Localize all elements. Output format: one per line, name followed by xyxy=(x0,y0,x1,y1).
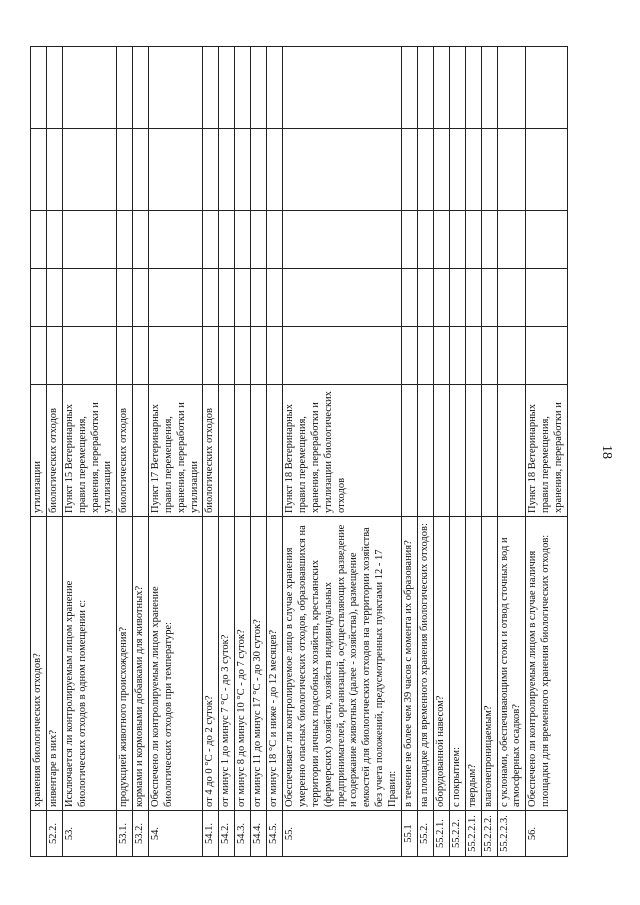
answer-cell xyxy=(449,269,465,327)
legal-reference xyxy=(449,385,465,517)
legal-reference xyxy=(417,385,433,517)
answer-cell xyxy=(417,47,433,129)
legal-reference xyxy=(235,385,251,517)
answer-cell xyxy=(31,269,47,327)
question-text: продукцией животного происхождения? xyxy=(117,517,133,811)
question-text: инвентаре в них? xyxy=(47,517,63,811)
answer-cell xyxy=(433,269,449,327)
question-text: Исключается ли контролируемым лицом хранение биологических отходов в одном помещении с: xyxy=(63,517,117,811)
question-text: от 4 до 0 °С - до 2 суток? xyxy=(203,517,219,811)
answer-cell xyxy=(31,327,47,385)
legal-reference xyxy=(465,385,481,517)
legal-reference xyxy=(401,385,417,517)
legal-reference: Пункт 18 Ветеринарных правил перемещения, хранения, переработки и xyxy=(526,385,567,517)
table-row xyxy=(63,47,117,857)
answer-cell xyxy=(219,47,235,129)
question-text: в течение не более чем 39 часов с момента их образования? xyxy=(401,517,417,811)
answer-cell xyxy=(481,129,497,211)
answer-cell xyxy=(283,269,401,327)
answer-cell xyxy=(149,211,203,269)
row-number: 55.2.1. xyxy=(433,811,449,857)
answer-cell xyxy=(433,211,449,269)
answer-cell xyxy=(526,129,567,211)
answer-cell xyxy=(149,129,203,211)
answer-cell xyxy=(235,327,251,385)
answer-cell xyxy=(133,129,149,211)
legal-reference: утилизации xyxy=(31,385,47,517)
row-number: 55.2.2.2. xyxy=(481,811,497,857)
answer-cell xyxy=(433,327,449,385)
answer-cell xyxy=(203,327,219,385)
table-row xyxy=(497,47,526,857)
row-number: 55.2.2.1. xyxy=(465,811,481,857)
answer-cell xyxy=(526,211,567,269)
answer-cell xyxy=(283,211,401,269)
answer-cell xyxy=(149,327,203,385)
question-text: твердым? xyxy=(465,517,481,811)
table-row xyxy=(449,47,465,857)
row-number: 55.2. xyxy=(417,811,433,857)
answer-cell xyxy=(481,327,497,385)
question-text: влагонепроницаемым? xyxy=(481,517,497,811)
question-text: Обеспечено ли контролируемым лицом в случае наличия площадки для временного хранения биологических отходов: xyxy=(526,517,567,811)
answer-cell xyxy=(497,211,526,269)
legal-reference xyxy=(497,385,526,517)
answer-cell xyxy=(267,47,283,129)
question-text: Обеспечивает ли контролируемое лицо в случае хранения умеренно опасных биологических отходов, образовавшихся на территории личных подсобных хозяйств, крестьянских (фермерских) хозяйств, хозяйств индивидуальных предпринимателей, организаций, осуществляющих разведение и содержание животных (далее - хозяйства), размещение емкостей для биологических отходов на территории хозяйства без учета положений, предусмотренных пунктами 12 - 17 Правил: xyxy=(283,517,401,811)
answer-cell xyxy=(31,211,47,269)
answer-cell xyxy=(47,129,63,211)
question-text: с уклонами, обеспечивающими стоки и отвод сточных вод и атмосферных осадков? xyxy=(497,517,526,811)
legal-reference: Пункт 15 Ветеринарных правил перемещения, хранения, переработки и утилизации xyxy=(63,385,117,517)
answer-cell xyxy=(267,269,283,327)
answer-cell xyxy=(235,211,251,269)
answer-cell xyxy=(235,47,251,129)
table-row xyxy=(117,47,133,857)
answer-cell xyxy=(417,129,433,211)
answer-cell xyxy=(117,47,133,129)
answer-cell xyxy=(203,211,219,269)
answer-cell xyxy=(251,129,267,211)
answer-cell xyxy=(481,47,497,129)
answer-cell xyxy=(133,47,149,129)
answer-cell xyxy=(219,327,235,385)
table-row xyxy=(31,47,47,857)
table-row xyxy=(149,47,203,857)
row-number: 53. xyxy=(63,811,117,857)
answer-cell xyxy=(117,269,133,327)
row-number: 56. xyxy=(526,811,567,857)
answer-cell xyxy=(47,47,63,129)
answer-cell xyxy=(283,129,401,211)
table-row xyxy=(417,47,433,857)
table-row xyxy=(465,47,481,857)
answer-cell xyxy=(47,327,63,385)
row-number: 55.1 xyxy=(401,811,417,857)
answer-cell xyxy=(417,327,433,385)
table-row xyxy=(133,47,149,857)
row-number: 54.1. xyxy=(203,811,219,857)
answer-cell xyxy=(63,211,117,269)
answer-cell xyxy=(465,47,481,129)
answer-cell xyxy=(149,269,203,327)
answer-cell xyxy=(465,211,481,269)
table-row xyxy=(267,47,283,857)
answer-cell xyxy=(117,129,133,211)
row-number: 54.4. xyxy=(251,811,267,857)
question-text: от минус 11 до минус 17 °С - до 30 суток? xyxy=(251,517,267,811)
answer-cell xyxy=(63,327,117,385)
question-text: от минус 1 до минус 7 °С - до 3 суток? xyxy=(219,517,235,811)
answer-cell xyxy=(117,327,133,385)
row-number: 54. xyxy=(149,811,203,857)
answer-cell xyxy=(526,269,567,327)
answer-cell xyxy=(133,269,149,327)
answer-cell xyxy=(63,129,117,211)
row-number: 55. xyxy=(283,811,401,857)
answer-cell xyxy=(526,327,567,385)
table-row xyxy=(526,47,567,857)
answer-cell xyxy=(497,269,526,327)
checklist-table-rotated xyxy=(30,47,610,857)
table-row xyxy=(251,47,267,857)
legal-reference xyxy=(267,385,283,517)
answer-cell xyxy=(267,327,283,385)
answer-cell xyxy=(47,211,63,269)
answer-cell xyxy=(497,129,526,211)
legal-reference xyxy=(219,385,235,517)
table-row xyxy=(401,47,417,857)
question-text: с покрытием: xyxy=(449,517,465,811)
table-row xyxy=(283,47,401,857)
legal-reference xyxy=(481,385,497,517)
answer-cell xyxy=(401,129,417,211)
answer-cell xyxy=(481,211,497,269)
table-row xyxy=(481,47,497,857)
answer-cell xyxy=(433,129,449,211)
answer-cell xyxy=(251,211,267,269)
answer-cell xyxy=(117,211,133,269)
row-number xyxy=(31,811,47,857)
answer-cell xyxy=(449,129,465,211)
answer-cell xyxy=(417,211,433,269)
answer-cell xyxy=(449,211,465,269)
question-text: от минус 18 °С и ниже - до 12 месяцев? xyxy=(267,517,283,811)
answer-cell xyxy=(526,47,567,129)
legal-reference: биологических отходов xyxy=(203,385,219,517)
answer-cell xyxy=(219,211,235,269)
row-number: 55.2.2. xyxy=(449,811,465,857)
answer-cell xyxy=(267,129,283,211)
checklist-table xyxy=(30,46,568,857)
answer-cell xyxy=(433,47,449,129)
row-number: 53.1. xyxy=(117,811,133,857)
answer-cell xyxy=(235,129,251,211)
legal-reference xyxy=(133,385,149,517)
row-number: 55.2.2.3. xyxy=(497,811,526,857)
table-row xyxy=(235,47,251,857)
answer-cell xyxy=(219,269,235,327)
row-number: 53.2. xyxy=(133,811,149,857)
answer-cell xyxy=(203,47,219,129)
question-text: Обеспечено ли контролируемым лицом хранение биологических отходов при температуре: xyxy=(149,517,203,811)
row-number: 54.2. xyxy=(219,811,235,857)
answer-cell xyxy=(31,47,47,129)
legal-reference: Пункт 17 Ветеринарных правил перемещения, хранения, переработки и утилизации xyxy=(149,385,203,517)
question-text: оборудованной навесом? xyxy=(433,517,449,811)
answer-cell xyxy=(31,129,47,211)
legal-reference: биологических отходов xyxy=(117,385,133,517)
answer-cell xyxy=(133,327,149,385)
question-text: хранения биологических отходов? xyxy=(31,517,47,811)
answer-cell xyxy=(449,47,465,129)
answer-cell xyxy=(251,327,267,385)
answer-cell xyxy=(465,269,481,327)
answer-cell xyxy=(267,211,283,269)
row-number: 52.2. xyxy=(47,811,63,857)
page-number: 18 xyxy=(599,445,614,459)
answer-cell xyxy=(133,211,149,269)
answer-cell xyxy=(283,47,401,129)
answer-cell xyxy=(497,47,526,129)
legal-reference: биологических отходов xyxy=(47,385,63,517)
question-text: от минус 8 до минус 10 °С - до 7 суток? xyxy=(235,517,251,811)
answer-cell xyxy=(219,129,235,211)
answer-cell xyxy=(497,327,526,385)
legal-reference xyxy=(433,385,449,517)
answer-cell xyxy=(47,269,63,327)
answer-cell xyxy=(481,269,497,327)
answer-cell xyxy=(63,47,117,129)
question-text: на площадке для временного хранения биологических отходов: xyxy=(417,517,433,811)
answer-cell xyxy=(251,269,267,327)
table-row xyxy=(47,47,63,857)
legal-reference: Пункт 18 Ветеринарных правил перемещения, хранения, переработки и утилизации биологических отходов xyxy=(283,385,401,517)
answer-cell xyxy=(465,129,481,211)
row-number: 54.5. xyxy=(267,811,283,857)
answer-cell xyxy=(283,327,401,385)
answer-cell xyxy=(63,269,117,327)
answer-cell xyxy=(401,269,417,327)
answer-cell xyxy=(235,269,251,327)
legal-reference xyxy=(251,385,267,517)
answer-cell xyxy=(401,327,417,385)
table-row xyxy=(203,47,219,857)
answer-cell xyxy=(417,269,433,327)
answer-cell xyxy=(401,211,417,269)
table-row xyxy=(433,47,449,857)
answer-cell xyxy=(465,327,481,385)
question-text: кормами и кормовыми добавками для животных? xyxy=(133,517,149,811)
answer-cell xyxy=(149,47,203,129)
answer-cell xyxy=(203,129,219,211)
answer-cell xyxy=(401,47,417,129)
answer-cell xyxy=(251,47,267,129)
answer-cell xyxy=(203,269,219,327)
answer-cell xyxy=(449,327,465,385)
table-row xyxy=(219,47,235,857)
row-number: 54.3. xyxy=(235,811,251,857)
